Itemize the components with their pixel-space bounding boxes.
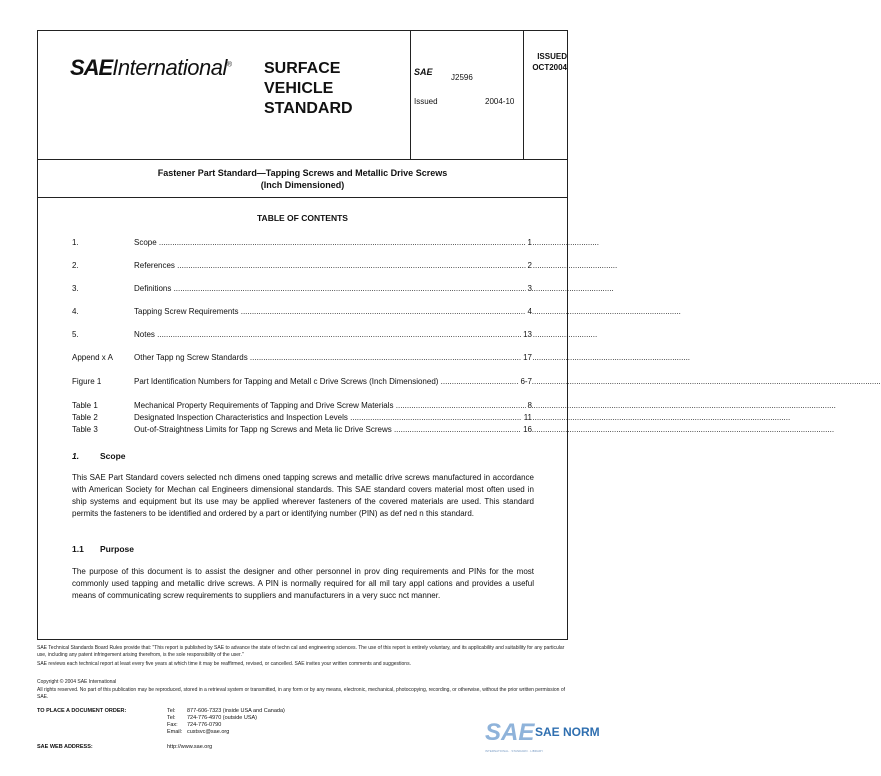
toc-entry-number: 2.	[72, 261, 79, 270]
sae-norm-watermark	[485, 712, 600, 764]
toc-entry[interactable]	[72, 307, 532, 318]
scope-title: Scope	[100, 451, 126, 461]
header-frame	[37, 30, 568, 640]
toc-entry-page: 6-7	[520, 377, 532, 386]
toc-entry[interactable]	[72, 413, 532, 424]
toc-entry-number: 5.	[72, 330, 79, 339]
toc-entry-text: Out-of-Straightness Limits for Tapp ng Screws and Meta lic Drive Screws .....	[134, 425, 526, 434]
toc-entry-number: 1.	[72, 238, 79, 247]
toc-entry-page: 13	[523, 330, 532, 339]
toc-entry-page: 11	[523, 413, 532, 422]
toc-entry[interactable]	[72, 284, 532, 295]
toc-entry-text: Scope .....	[134, 238, 526, 247]
toc-entry-page: 3	[527, 284, 532, 293]
toc-entry-number: 4.	[72, 307, 79, 316]
toc-entry-number: Append x A	[72, 353, 113, 362]
web-address	[37, 744, 213, 750]
logo-tm: ®	[226, 61, 232, 69]
toc-entry-text: Other Tapp ng Screw Standards .....	[134, 353, 526, 362]
issued-date: 2004-10	[485, 97, 515, 106]
toc-entry-text: Designated Inspection Characteristics and Inspection Levels .....	[134, 413, 526, 422]
toc-entry-page: 17	[523, 353, 532, 362]
footer-review: SAE reviews each technical report at least every five years at which time it may be reaffirmed, revised, or cancelled. SAE invites your written comments and suggestions.	[37, 661, 411, 667]
title-line-2: (Inch Dimensioned)	[260, 180, 345, 190]
tel1-label: Tel:	[167, 708, 176, 714]
order-label: TO PLACE A DOCUMENT ORDER:	[37, 708, 127, 714]
toc-entry-number: 3.	[72, 284, 79, 293]
footer-rights: All rights reserved. No part of this publication may be reproduced, stored in a retrieval system or transmitted, in any form or by any means, electronic, mechanical, photocopying, recording, or otherwise, without the prior written permission of SAE.	[37, 687, 566, 700]
toc-entry-text: References .....	[134, 261, 526, 270]
toc-entry[interactable]	[72, 238, 532, 249]
purpose-title: Purpose	[100, 544, 135, 554]
issued-header-line-2: OCT2004	[532, 63, 567, 72]
tel1-value[interactable]: 877-606-7323 (inside USA and Canada)	[187, 708, 285, 714]
toc-entry-number: Table 2	[72, 413, 98, 422]
title-divider	[38, 197, 567, 198]
toc-entry[interactable]	[72, 377, 532, 388]
watermark-sub: INTERNATIONAL · STANDARD · LIBRARY	[485, 749, 544, 753]
fax-label: Fax:	[167, 722, 178, 728]
toc-entry-text: Part Identification Numbers for Tapping and Metall c Drive Screws (Inch Dimensioned) .....	[134, 377, 526, 386]
document-number: J2596	[451, 73, 473, 82]
purpose-number: 1.1	[72, 544, 84, 554]
watermark-text: SAE NORM	[535, 725, 600, 739]
toc-entry-number: Table 1	[72, 401, 98, 410]
email-link[interactable]: custsvc@sae.org	[187, 729, 230, 735]
document-title	[38, 167, 567, 191]
toc-entry-text: Definitions .....	[134, 284, 526, 293]
issued-header-line-1: ISSUED	[537, 52, 567, 61]
tel2-value[interactable]: 724-776-4970 (outside USA)	[187, 715, 258, 721]
doc-type-line-1: SURFACE	[264, 60, 341, 77]
header-divider-2	[523, 31, 524, 159]
order-contacts	[167, 708, 317, 736]
web-label: SAE WEB ADDRESS:	[37, 744, 93, 750]
toc-entry-page: 1	[527, 238, 532, 247]
scope-heading	[72, 451, 126, 461]
toc-heading: TABLE OF CONTENTS	[257, 213, 348, 223]
doc-type-line-2: VEHICLE	[264, 80, 334, 97]
toc-entry-number: Table 3	[72, 425, 98, 434]
title-line-1: Fastener Part Standard—Tapping Screws and Metallic Drive Screws	[157, 168, 448, 178]
purpose-paragraph: The purpose of this document is to assist the designer and other personnel in prov ding requirements and PINs for the most commonly used tapping and metallic drive screws. A PIN is normally required for all mil tary appl cations and provides a useful means of communicating screw requirements to suppliers and manufacturers in a very succ nct manner.	[72, 567, 534, 600]
watermark-mark: SAE	[485, 719, 535, 746]
toc-entry[interactable]	[72, 261, 532, 272]
issued-header	[527, 51, 567, 73]
logo-light: International	[112, 55, 227, 80]
purpose-heading	[72, 544, 134, 554]
logo-bold: SAE	[70, 55, 113, 80]
toc-entry-number: Figure 1	[72, 377, 102, 386]
fax-value: 724-776-0790	[187, 722, 222, 728]
toc-entry-page: 4	[527, 307, 532, 316]
toc-entry[interactable]	[72, 353, 532, 364]
header-block	[38, 31, 567, 160]
doc-type-line-3: STANDARD	[264, 100, 353, 117]
sae-mini-logo: SAE	[414, 67, 433, 77]
email-label: Email:	[167, 729, 183, 735]
toc-entry-text: Tapping Screw Requirements .....	[134, 307, 526, 316]
web-link[interactable]: http://www.sae.org	[167, 744, 213, 750]
toc-entry-text: Notes .....	[134, 330, 526, 339]
document-type	[264, 59, 353, 119]
footer-copyright: Copyright © 2004 SAE International	[37, 679, 117, 685]
issued-label: Issued	[414, 97, 438, 106]
toc-entry-text: Mechanical Property Requirements of Tapping and Drive Screw Materials .....	[134, 401, 526, 410]
header-divider-1	[410, 31, 411, 159]
tel2-label: Tel:	[167, 715, 176, 721]
toc-entry[interactable]	[72, 401, 532, 412]
footer-rules: SAE Technical Standards Board Rules provide that: "This report is published by SAE to advance the state of techn cal and engineering sciences. The use of this report is entirely voluntary, and its applicability and suitability for any particular use, including any patent infringement arising therefrom, is the sole responsibility of the user."	[37, 645, 565, 658]
toc-entry-page: 16	[523, 425, 532, 434]
toc-entry[interactable]	[72, 330, 532, 341]
scope-paragraph: This SAE Part Standard covers selected nch dimens oned tapping screws and metallic drive screws manufactured in accordance with American Society for Mechan cal Engineers dimensional standards. This SAE standard covers material most often used in ship systems and equipment but its use may be applied wherever fasteners of the covered materials are used. This standard permits the fasteners to be identified and ordered by a part or identifying number (PIN) as def ned n this standard.	[72, 473, 534, 518]
scope-number: 1.	[72, 451, 80, 461]
toc-entry-page: 8	[527, 401, 532, 410]
toc-entry-page: 2	[527, 261, 532, 270]
sae-international-logo	[70, 55, 232, 81]
toc-entry[interactable]	[72, 425, 532, 436]
